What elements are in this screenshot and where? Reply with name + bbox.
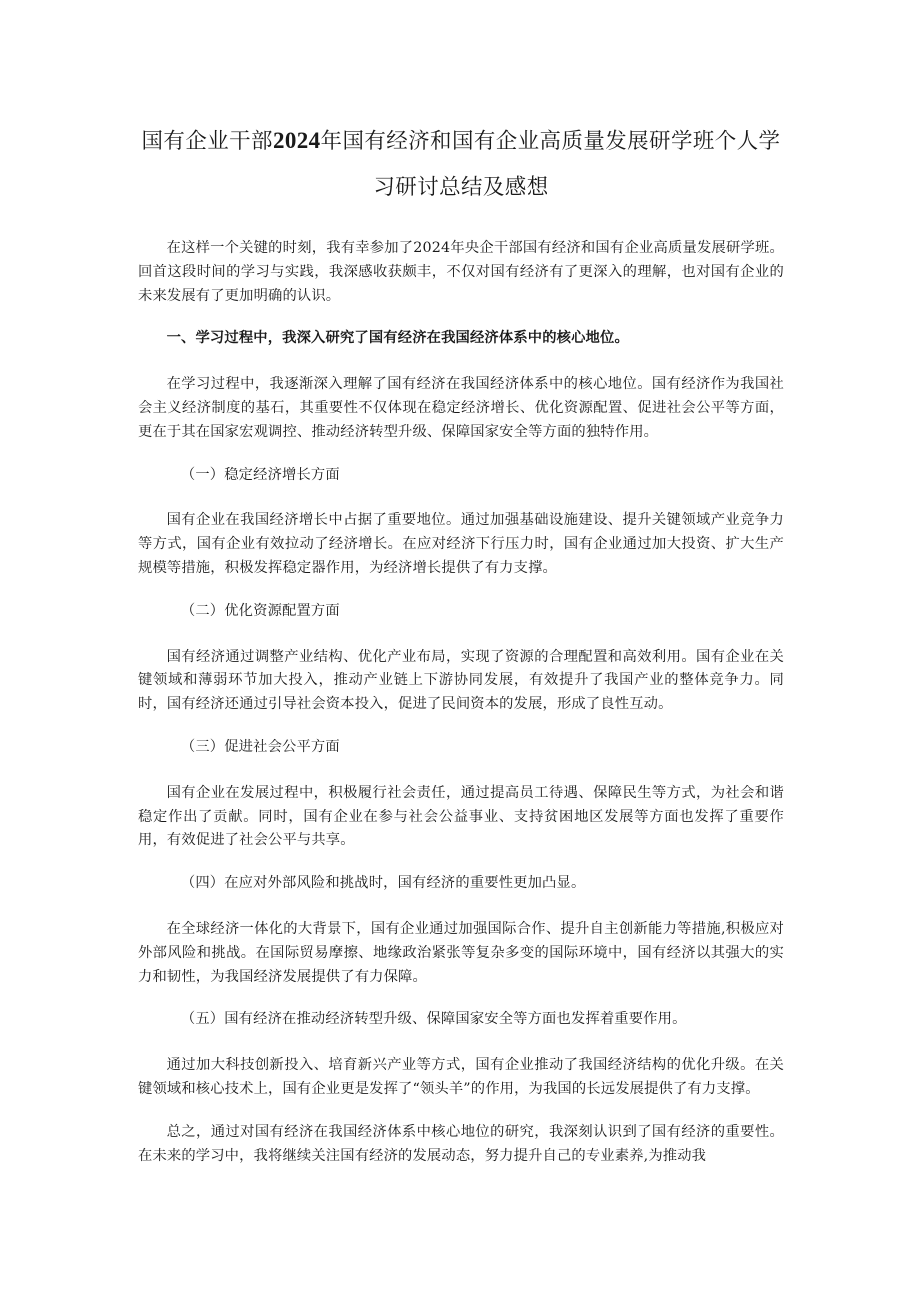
paragraph-intro: 在这样一个关键的时刻，我有幸参加了2024年央企干部国有经济和国有企业高质量发展研学班。回首这段时间的学习与实践，我深感收获颇丰，不仅对国有经济有了更深入的理解，也对国有企业的未来发展有了更加明确的认识。 [138,240,784,304]
subheading-5: （五）国有经济在推动经济转型升级、保障国家安全等方面也发挥着重要作用。 [180,1011,687,1028]
title-line-1 [138,118,784,165]
title-year: 2024 [272,128,321,153]
paragraph-resources: 国有经济通过调整产业结构、优化产业布局，实现了资源的合理配置和高效利用。国有企业在关键领域和薄弱环节加大投入，推动产业链上下游协同发展，有效提升了我国产业的整体竞争力。同时，国有经济还通过引导社会资本投入，促进了民间资本的发展，形成了良性互动。 [138,648,784,713]
paragraph-external-risk: 在全球经济一体化的大背景下，国有企业通过加强国际合作、提升自主创新能力等措施,积极应对外部风险和挑战。在国际贸易摩擦、地缘政治紧张等复杂多变的国际环境中，国有经济以其强大的实力和韧性，为我国经济发展提供了有力保障。 [138,920,784,985]
subheading-3: （三）促进社会公平方面 [180,738,340,755]
subheading-2: （二）优化资源配置方面 [180,602,340,619]
document-title [138,118,784,211]
paragraph-upgrade: 通过加大科技创新投入、培育新兴产业等方式，国有企业推动了我国经济结构的优化升级。在关键领域和核心技术上，国有企业更是发挥了“领头羊”的作用，为我国的长远发展提供了有力支撑。 [138,1057,784,1097]
title-part-1: 国有企业干部 [141,129,273,154]
paragraph-fairness: 国有企业在发展过程中，积极履行社会责任，通过提高员工待遇、保障民生等方式，为社会和谐稳定作出了贡献。同时，国有企业在参与社会公益事业、支持贫困地区发展等方面也发挥了重要作用，有效促进了社会公平与共享。 [138,784,784,849]
title-line-2: 习研讨总结及感想 [373,175,549,200]
paragraph-conclusion: 总之，通过对国有经济在我国经济体系中核心地位的研究，我深刻认识到了国有经济的重要性。在未来的学习中，我将继续关注国有经济的发展动态，努力提升自己的专业素养,为推动我 [138,1123,784,1164]
subheading-4: （四）在应对外部风险和挑战时，国有经济的重要性更加凸显。 [180,875,586,892]
subheading-1: （一）稳定经济增长方面 [180,466,340,483]
section-heading-1: 一、学习过程中，我深入研究了国有经济在我国经济体系中的核心地位。 [166,330,629,347]
document-body [138,237,784,1168]
paragraph-growth: 国有企业在我国经济增长中占据了重要地位。通过加强基础设施建设、提升关键领域产业竞争力等方式，国有企业有效拉动了经济增长。在应对经济下行压力时，国有企业通过加大投资、扩大生产规模等措施，积极发挥稳定器作用，为经济增长提供了有力支撑。 [138,512,784,576]
title-part-2: 年国有经济和国有企业高质量发展研学班个人学 [320,129,781,154]
paragraph-core-position: 在学习过程中，我逐渐深入理解了国有经济在我国经济体系中的核心地位。国有经济作为我国社会主义经济制度的基石，其重要性不仅体现在稳定经济增长、优化资源配置、促进社会公平等方面，更在于其在国家宏观调控、推动经济转型升级、保障国家安全等方面的独特作用。 [138,376,784,440]
